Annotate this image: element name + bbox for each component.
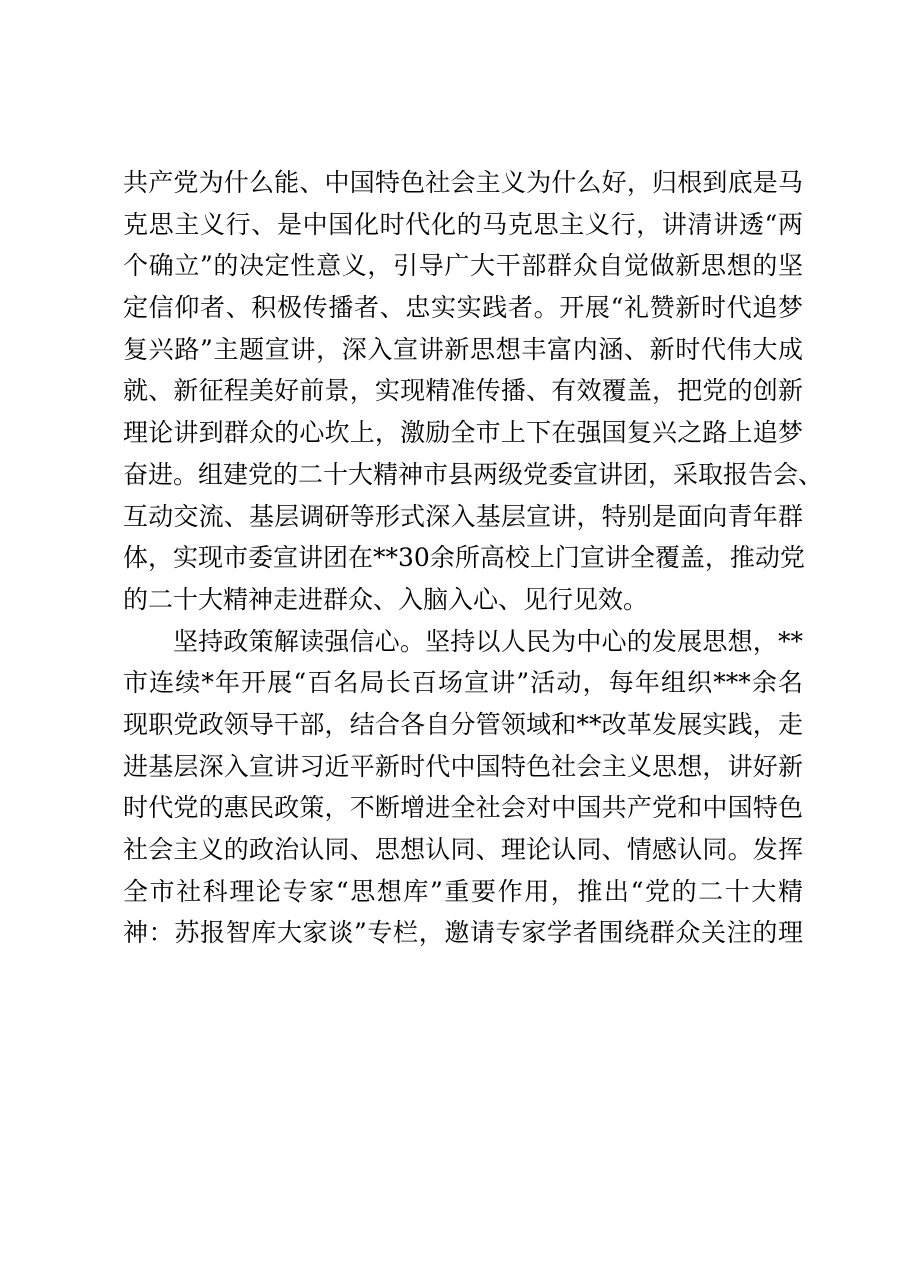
- text-line: 体，实现市委宣讲团在**30余所高校上门宣讲全覆盖，推动党: [123, 543, 805, 573]
- text-line: 神：苏报智库大家谈”专栏，邀请专家学者围绕群众关注的理: [123, 918, 803, 948]
- text-line: 共产党为什么能、中国特色社会主义为什么好，归根到底是马: [123, 168, 803, 197]
- text-line: 理论讲到群众的心坎上，激励全市上下在强国复兴之路上追梦: [123, 418, 803, 448]
- text-line: 全市社科理论专家“思想库”重要作用，推出“党的二十大精: [123, 876, 803, 906]
- text-line: 进基层深入宣讲习近平新时代中国特色社会主义思想，讲好新: [123, 751, 803, 781]
- text-line-paragraph-end: 的二十大精神走进群众、入脑入心、见行见效。: [123, 584, 649, 614]
- text-line-paragraph-start: 坚持政策解读强信心。坚持以人民为中心的发展思想，**: [173, 626, 803, 656]
- text-line: 市连续*年开展“百名局长百场宣讲”活动，每年组织***余名: [123, 668, 803, 698]
- text-line: 奋进。组建党的二十大精神市县两级党委宣讲团，采取报告会、: [123, 459, 824, 489]
- text-line: 社会主义的政治认同、思想认同、理论认同、情感认同。发挥: [123, 835, 803, 864]
- text-line: 复兴路”主题宣讲，深入宣讲新思想丰富内涵、新时代伟大成: [123, 334, 803, 364]
- text-line: 个确立”的决定性意义，引导广大干部群众自觉做新思想的坚: [123, 251, 803, 281]
- text-line: 克思主义行、是中国化时代化的马克思主义行，讲清讲透“两: [123, 209, 803, 239]
- text-line: 定信仰者、积极传播者、忠实实践者。开展“礼赞新时代追梦: [123, 293, 803, 323]
- text-line: 现职党政领导干部，结合各自分管领域和**改革发展实践，走: [123, 709, 803, 739]
- text-line: 时代党的惠民政策，不断增进全社会对中国共产党和中国特色: [123, 793, 803, 823]
- text-line: 就、新征程美好前景，实现精准传播、有效覆盖，把党的创新: [123, 376, 803, 406]
- text-line: 互动交流、基层调研等形式深入基层宣讲，特别是面向青年群: [123, 501, 803, 531]
- body-text: [123, 162, 824, 954]
